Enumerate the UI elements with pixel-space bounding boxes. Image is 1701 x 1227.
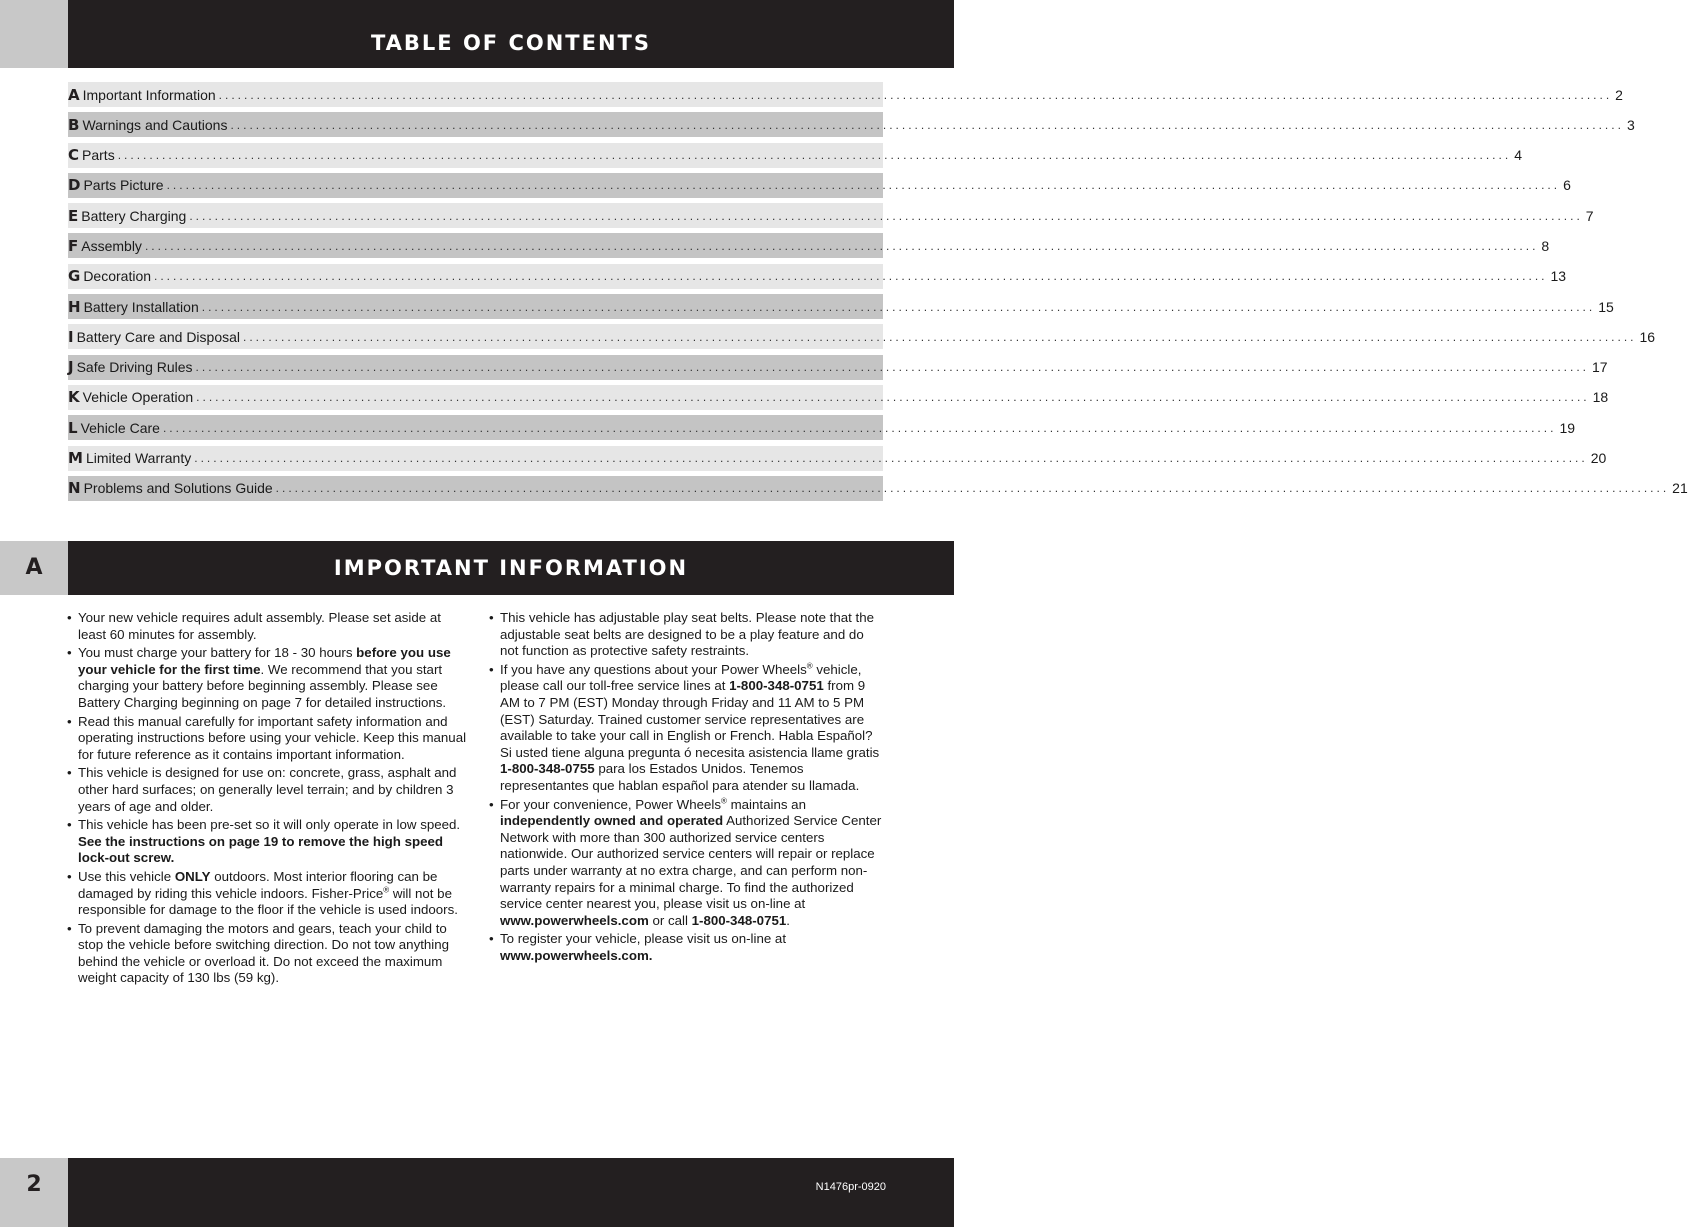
footer-bar [68, 1158, 954, 1227]
toc-page-number: 20 [1590, 450, 1607, 467]
toc-leader-dots: ............................................................................................................................................................................................................................ [189, 208, 1583, 223]
toc-row[interactable] [68, 112, 1635, 137]
toc-page-number: 21 [1672, 480, 1688, 497]
toc-leader-dots: ............................................................................................................................................................................................................................ [196, 390, 1590, 405]
toc-entry-title: Problems and Solutions Guide [83, 480, 273, 497]
toc-row[interactable] [68, 143, 1522, 168]
toc-header-tab [0, 0, 68, 68]
toc-row[interactable] [68, 294, 1614, 319]
registered-mark: ® [720, 796, 727, 806]
toc-page-number: 8 [1541, 237, 1550, 254]
left-column [67, 610, 467, 989]
toc-row[interactable] [68, 203, 1594, 228]
toc-letter: B [68, 115, 80, 134]
phone-number: 1-800-348-0751 [729, 678, 824, 694]
toc-row[interactable] [68, 476, 1688, 501]
toc-letter: N [68, 479, 81, 498]
right-column [489, 610, 885, 966]
phone-number: 1-800-348-0755 [500, 761, 595, 777]
toc-leader-dots: ............................................................................................................................................................................................................................ [275, 481, 1670, 496]
list-item: • This vehicle has adjustable play seat belts. Please note that the adjustable seat belts are designed to be a play feature and do not function as protective safety restraints. [489, 610, 885, 660]
toc-row[interactable] [68, 264, 1567, 289]
toc-leader-dots: ............................................................................................................................................................................................................................ [201, 299, 1596, 314]
toc-page-number: 17 [1592, 359, 1608, 376]
toc-page-number: 15 [1598, 298, 1614, 315]
footer-page-tab [0, 1158, 68, 1227]
toc-entry-title: Parts Picture [83, 177, 164, 194]
list-item: • To register your vehicle, please visit us on-line at www.powerwheels.com. [489, 931, 885, 964]
toc-entry-title: Battery Charging [81, 207, 187, 224]
toc-page-number: 19 [1559, 419, 1576, 436]
toc-header-bar [68, 0, 954, 68]
toc-leader-dots: ............................................................................................................................................................................................................................ [162, 420, 1557, 435]
toc-letter: H [68, 297, 81, 316]
document-code: N1476pr-0920 [815, 1181, 886, 1193]
toc-leader-dots: ............................................................................................................................................................................................................................ [154, 269, 1548, 284]
toc-leader-dots: ............................................................................................................................................................................................................................ [144, 238, 1539, 253]
toc-entry-title: Vehicle Operation [82, 389, 194, 406]
toc-letter: C [68, 146, 80, 165]
toc-row[interactable] [68, 173, 1571, 198]
toc-entry-title: Limited Warranty [85, 450, 192, 467]
toc-letter: G [68, 267, 81, 286]
table-of-contents [68, 82, 1688, 506]
toc-entry-title: Safe Driving Rules [76, 359, 193, 376]
list-item: • Your new vehicle requires adult assembly. Please set aside at least 60 minutes for assembly. [67, 610, 467, 643]
toc-letter: D [68, 176, 81, 195]
section-letter: A [25, 555, 43, 580]
toc-page-number: 2 [1615, 86, 1623, 103]
list-item: • To prevent damaging the motors and gears, teach your child to stop the vehicle before switching direction. Do not tow anything behind the vehicle or overload it. Do not exceed the maximum weight capacity of 130 lbs (59 kg). [67, 921, 467, 987]
toc-entry-title: Warnings and Cautions [82, 116, 228, 133]
toc-entry-title: Battery Care and Disposal [76, 328, 241, 345]
toc-entry-title: Parts [82, 147, 115, 164]
website-link[interactable]: www.powerwheels.com [500, 912, 649, 928]
section-title: IMPORTANT INFORMATION [333, 556, 689, 580]
toc-leader-dots: ............................................................................................................................................................................................................................ [230, 117, 1624, 132]
toc-leader-dots: ............................................................................................................................................................................................................................ [243, 329, 1637, 344]
toc-row[interactable] [68, 324, 1656, 349]
toc-leader-dots: ............................................................................................................................................................................................................................ [194, 451, 1588, 466]
toc-leader-dots: ............................................................................................................................................................................................................................ [166, 178, 1561, 193]
toc-letter: I [68, 327, 74, 346]
list-item: • You must charge your battery for 18 - 30 hours before you use your vehicle for the first time. We recommend that you start charging your battery before beginning assembly. Please see Battery Charging beginning on page 7 for detailed instructions. [67, 645, 467, 711]
toc-page-number: 16 [1639, 328, 1656, 345]
phone-number: 1-800-348-0751 [691, 912, 787, 928]
toc-leader-dots: ............................................................................................................................................................................................................................ [195, 360, 1590, 375]
toc-entry-title: Important Information [82, 86, 216, 103]
toc-page-number: 6 [1563, 177, 1571, 194]
list-item: • For your convenience, Power Wheels® maintains an independently owned and operated Authorized Service Center Network with more than 300 authorized service centers nationwide. Our authorized service centers will repair or replace parts under warranty at no extra charge, and can perform non-warranty repairs for a minimal charge. To find the authorized service center nearest you, please visit us on-line at www.powerwheels.com or call 1-800-348-0751. [489, 797, 885, 930]
toc-row[interactable] [68, 233, 1550, 258]
toc-heading: TABLE OF CONTENTS [370, 31, 652, 55]
toc-letter: K [68, 388, 80, 407]
toc-entry-title: Battery Installation [83, 298, 199, 315]
toc-letter: E [68, 206, 79, 225]
registered-mark: ® [383, 885, 390, 895]
website-link[interactable]: www.powerwheels.com. [500, 947, 653, 963]
registered-mark: ® [806, 661, 813, 671]
toc-page-number: 18 [1592, 389, 1609, 406]
toc-entry-title: Decoration [83, 268, 152, 285]
toc-row[interactable] [68, 385, 1609, 410]
toc-row[interactable] [68, 415, 1576, 440]
page-number: 2 [26, 1172, 42, 1197]
toc-row[interactable] [68, 446, 1607, 471]
toc-page-number: 4 [1514, 147, 1522, 164]
toc-entry-title: Vehicle Care [80, 419, 160, 436]
toc-row[interactable] [68, 82, 1623, 107]
toc-page-number: 13 [1550, 268, 1567, 285]
toc-row[interactable] [68, 355, 1608, 380]
list-item: • This vehicle is designed for use on: concrete, grass, asphalt and other hard surfaces; on generally level terrain; and by children 3 years of age and older. [67, 765, 467, 815]
toc-page-number: 3 [1626, 116, 1635, 133]
toc-entry-title: Assembly [81, 237, 142, 254]
section-header-bar [68, 541, 954, 595]
section-letter-tab [0, 541, 68, 595]
toc-letter: A [68, 85, 80, 104]
toc-letter: L [68, 418, 78, 437]
toc-letter: F [68, 236, 79, 255]
toc-letter: J [68, 358, 74, 377]
toc-leader-dots: ............................................................................................................................................................................................................................ [117, 148, 1512, 163]
toc-page-number: 7 [1585, 207, 1594, 224]
list-item: • This vehicle has been pre-set so it will only operate in low speed. See the instructions on page 19 to remove the high speed lock-out screw. [67, 817, 467, 867]
toc-leader-dots: ............................................................................................................................................................................................................................ [218, 87, 1613, 102]
list-item: • Read this manual carefully for important safety information and operating instructions before using your vehicle. Keep this manual for future reference as it contains important information. [67, 714, 467, 764]
list-item: • Use this vehicle ONLY outdoors. Most interior flooring can be damaged by riding this vehicle indoors. Fisher-Price® will not be responsible for damage to the floor if the vehicle is used indoors. [67, 869, 467, 919]
list-item: • If you have any questions about your Power Wheels® vehicle, please call our toll-free service lines at 1-800-348-0751 from 9 AM to 7 PM (EST) Monday through Friday and 11 AM to 5 PM (EST) Saturday. Trained customer service representatives are available to take your call in English or French. Habla Español? Si usted tiene alguna pregunta ó necesita asistencia llame gratis 1-800-348-0755 para los Estados Unidos. Tenemos representantes que hablan español para atender su llamada. [489, 662, 885, 795]
toc-letter: M [68, 449, 83, 468]
